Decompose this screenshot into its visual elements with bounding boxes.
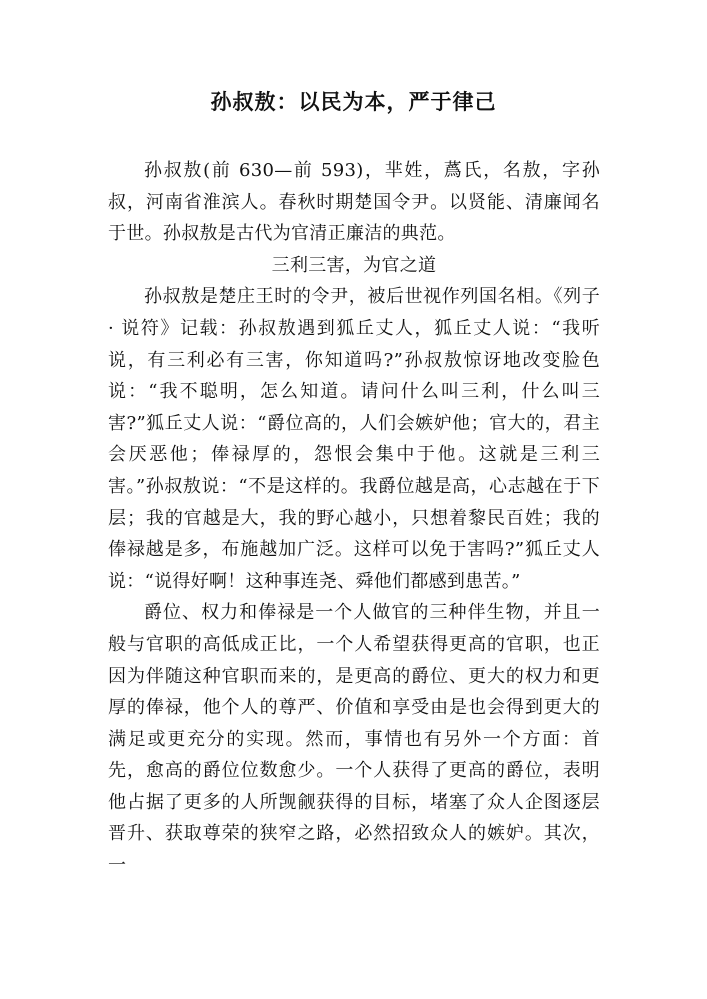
body-paragraph-2: 爵位、权力和俸禄是一个人做官的三种伴生物，并且一般与官职的高低成正比，一个人希望获得更高的官职，也正因为伴随这种官职而来的，是更高的爵位、更大的权力和更厚的俸禄，他个人的尊严、价值和享受由是也会得到更大的满足或更充分的实现。然而，事情也有另外一个方面：首先，愈高的爵位位数愈少。一个人获得了更高的爵位，表明他占据了更多的人所觊觎获得的目标，堵塞了众人企图逐层晋升、获取尊荣的狭窄之路，必然招致众人的嫉妒。其次，一 (108, 602, 600, 877)
intro-paragraph: 孙叔敖(前 630—前 593)，芈姓，蔿氏，名敖，字孙叔，河南省淮滨人。春秋时期楚国令尹。以贤能、清廉闻名于世。孙叔敖是古代为官清正廉洁的典范。 (108, 160, 600, 245)
document-body (108, 155, 600, 882)
body-paragraph-1: 孙叔敖是楚庄王时的令尹，被后世视作列国名相。《列子 · 说符》记载：孙叔敖遇到狐丘丈人，狐丘丈人说：“我听说，有三利必有三害，你知道吗?”孙叔敖惊讶地改变脸色说：“我不聪明，怎么知道。请问什么叫三利，什么叫三害?”狐丘丈人说：“爵位高的，人们会嫉妒他；官大的，君主会厌恶他；俸禄厚的，怨恨会集中于他。这就是三利三害。”孙叔敖说：“不是这样的。我爵位越是高，心志越在于下层；我的官越是大，我的野心越小，只想着黎民百姓；我的俸禄越是多，布施越加广泛。这样可以免于害吗?”狐丘丈人说：“说得好啊！这种事连尧、舜他们都感到患苦。” (108, 286, 600, 592)
document-title: 孙叔敖：以民为本，严于律己 (210, 89, 497, 114)
section-heading: 三利三害，为官之道 (271, 254, 437, 276)
